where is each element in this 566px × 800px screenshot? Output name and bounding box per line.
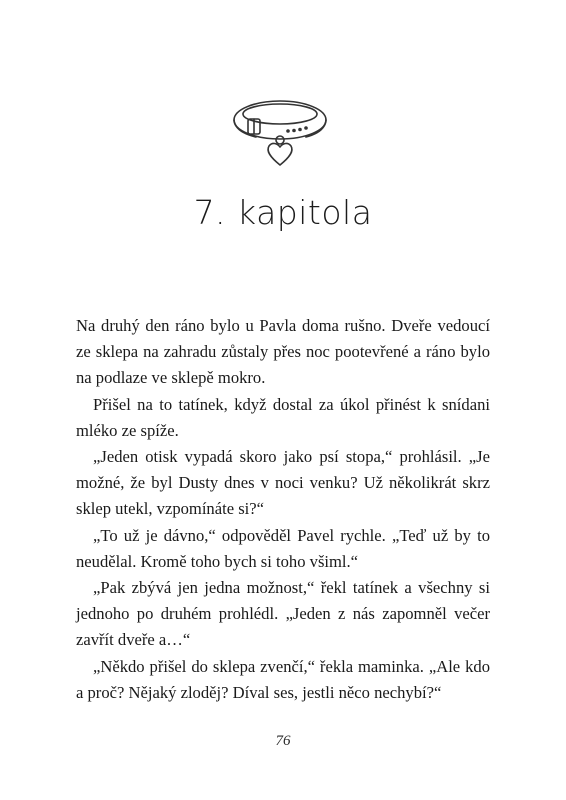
chapter-title: 7. kapitola — [193, 193, 373, 232]
paragraph: Přišel na to tatínek, když dostal za úkol přinést k snídani mléko ze spíže. — [76, 394, 490, 440]
paragraph: „Jeden otisk vypadá skoro jako psí stopa,“ prohlásil. „Je možné, že byl Dusty dnes v noci venku? Už několikrát skrz sklep utekl, vzpomínáte si?“ — [76, 447, 490, 519]
page-number: 76 — [275, 733, 291, 749]
paragraph: Na druhý den ráno bylo u Pavla doma rušno. Dveře vedoucí ze sklepa na zahradu zůstaly přes noc pootevřené a ráno bylo na podlaze ve sklepě mokro. — [76, 316, 490, 388]
paragraph: „Někdo přišel do sklepa zvenčí,“ řekla maminka. „Ale kdo a proč? Nějaký zloděj? Díval ses, jestli něco nechybí?“ — [76, 656, 490, 702]
collar-with-heart-tag-icon — [226, 92, 334, 172]
paragraph: „To už je dávno,“ odpověděl Pavel rychle. „Teď už by to neudělal. Kromě toho bych si toho všiml.“ — [76, 525, 490, 571]
chapter-body — [76, 313, 490, 706]
paragraph: „Pak zbývá jen jedna možnost,“ řekl tatínek a všechny si jednoho po druhém prohlédl. „Jeden z nás zapomněl večer zavřít dveře a…“ — [76, 578, 490, 650]
